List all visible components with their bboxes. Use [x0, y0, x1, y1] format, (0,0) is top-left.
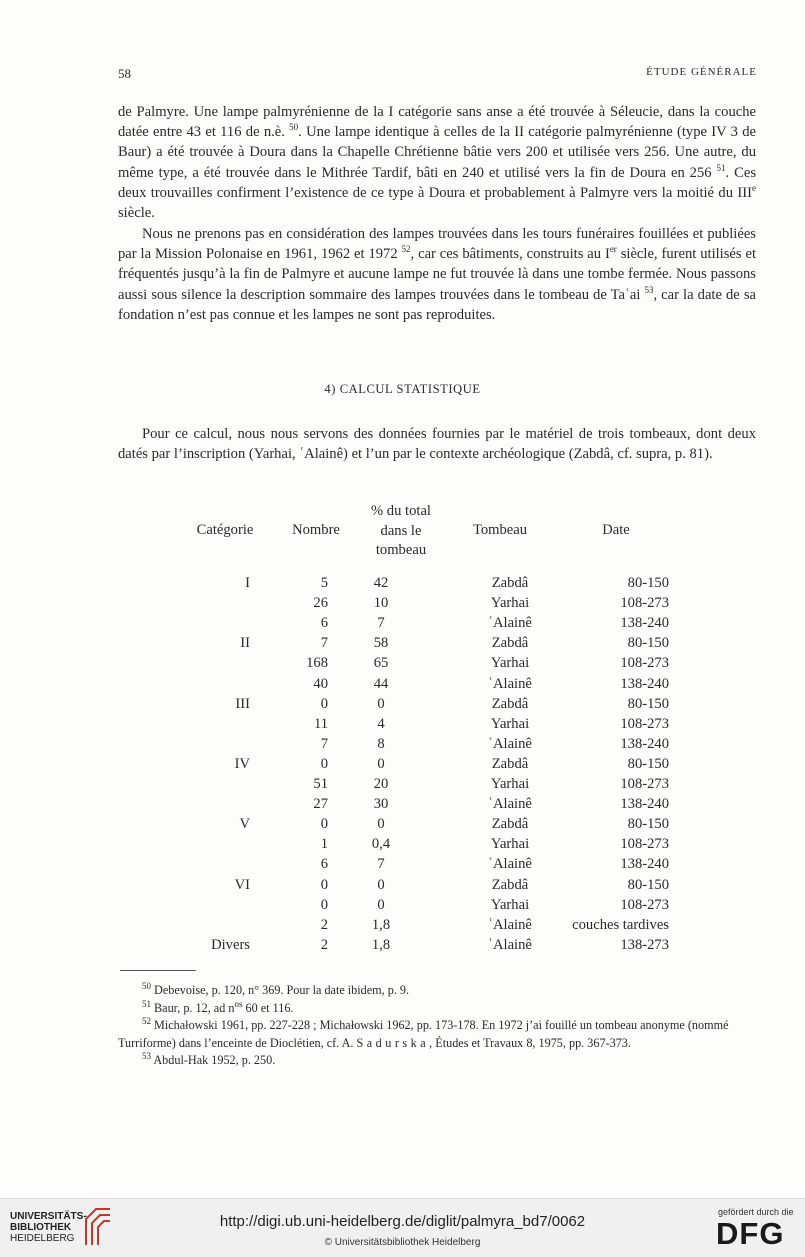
- cell-nombre: 2: [320, 936, 328, 953]
- cell-nombre: 6: [320, 856, 328, 873]
- footnote-ref-52[interactable]: 52: [401, 244, 411, 255]
- cell-pct: 1,8: [371, 916, 391, 933]
- table-row: [0, 694, 805, 714]
- table-row: [0, 754, 805, 774]
- cell-date: 80-150: [627, 816, 669, 833]
- cell-tombeau: Zabdâ: [491, 635, 529, 652]
- cell-categorie: III: [235, 695, 250, 712]
- cell-tombeau: ʿAlainê: [488, 796, 532, 813]
- cell-tombeau: Yarhai: [490, 715, 530, 732]
- cell-tombeau: ʿAlainê: [488, 936, 532, 953]
- cell-pct: 0: [377, 896, 385, 913]
- permalink-url[interactable]: http://digi.ub.uni-heidelberg.de/diglit/palmyra_bd7/0062: [219, 1213, 586, 1230]
- footnote-ref-50[interactable]: 50: [289, 122, 299, 133]
- cell-pct: 42: [373, 575, 389, 591]
- cell-nombre: 0: [320, 816, 328, 833]
- cell-pct: 10: [373, 595, 389, 612]
- cell-tombeau: Zabdâ: [491, 695, 529, 712]
- university-library-logo[interactable]: UNIVERSITÄTS- BIBLIOTHEK HEIDELBERG: [10, 1211, 87, 1244]
- cell-tombeau: Yarhai: [490, 776, 530, 792]
- cell-date: 108-273: [620, 896, 669, 913]
- cell-pct: 7: [377, 856, 385, 873]
- cell-tombeau: Zabdâ: [491, 755, 529, 772]
- cell-nombre: 26: [313, 595, 328, 612]
- cell-nombre: 0: [320, 755, 328, 772]
- table-row: [0, 734, 805, 754]
- copyright-notice: © Universitätsbibliothek Heidelberg: [324, 1237, 481, 1248]
- cell-pct: 8: [377, 735, 385, 752]
- cell-date: 138-240: [620, 615, 669, 632]
- footnote-rule: [120, 970, 196, 971]
- cell-nombre: 2: [320, 916, 328, 933]
- cell-tombeau: Zabdâ: [491, 816, 529, 833]
- cell-pct: 0: [377, 695, 385, 712]
- cell-date: 138-240: [620, 856, 669, 873]
- cell-date: 80-150: [627, 876, 669, 893]
- footnote-50: $^{50}$ Debevoise, p. 120, n° 369. Pour la date ibidem, p. 9.: [142, 980, 410, 997]
- cell-nombre: 0: [320, 695, 328, 712]
- footnote-53: $^{53}$ Abdul-Hak 1952, p. 250.: [142, 1050, 276, 1067]
- table-row: [0, 814, 805, 834]
- cell-nombre: 40: [313, 675, 328, 692]
- cell-pct: 30: [373, 796, 389, 813]
- cell-nombre: 11: [313, 715, 328, 732]
- cell-date: couches tardives: [572, 916, 669, 933]
- table-row: [0, 633, 805, 653]
- paragraph-2: Nous ne prenons pas en considération des lampes trouvées dans les tours funéraires fouillées et publiées par la Mission Polonaise en 1961, 1962 et 1972 $^{52}$, car ces bâtiments, construits au Ier siècle, furent utilisés et fréquentés jusqu’à la fin de Palmyre et aucune lampe ne fut trouvée là dans une tombe fermée. Nous passons aussi sous silence la description sommaire des lampes trouvées dans le tombeau de Taʿai $^{53}$, car la date de sa fondation n’est pas connue et les lampes ne sont pas reproduites.: [118, 226, 756, 323]
- header-tombeau: Tombeau: [472, 522, 528, 538]
- cell-tombeau: Zabdâ: [491, 575, 529, 591]
- cell-nombre: 6: [320, 615, 328, 632]
- cell-pct: 0: [377, 816, 385, 833]
- header-nombre: Nombre: [292, 522, 340, 538]
- cell-nombre: 0: [320, 896, 328, 913]
- table-row: [0, 573, 805, 593]
- table-row: [0, 895, 805, 915]
- cell-nombre: 0: [320, 876, 328, 893]
- cell-tombeau: ʿAlainê: [488, 615, 532, 632]
- cell-tombeau: ʿAlainê: [488, 675, 532, 692]
- cell-date: 80-150: [627, 695, 669, 712]
- table-row: [0, 653, 805, 673]
- cell-date: 138-273: [620, 936, 669, 953]
- running-head: ÉTUDE GÉNÉRALE: [646, 66, 757, 78]
- footnotes: [118, 982, 758, 1070]
- footnote-51: $^{51}$ Baur, p. 12, ad $n^{os}$ 60 et 116.: [142, 998, 294, 1015]
- paragraph-3: Pour ce calcul, nous nous servons des données fournies par le matériel de trois tombeaux, dont deux datés par l’inscription (Yarhai, ʿAlainê) et l’un par le contexte archéologique (Zabdâ, cf. supra, p. 81).: [118, 426, 756, 463]
- dfg-logo[interactable]: DFG: [716, 1216, 785, 1251]
- cell-tombeau: ʿAlainê: [488, 735, 532, 752]
- cell-pct: 44: [373, 675, 389, 692]
- cell-tombeau: Yarhai: [490, 595, 530, 612]
- cell-pct: 1,8: [371, 936, 391, 953]
- cell-date: 108-273: [620, 655, 669, 672]
- table-row: [0, 674, 805, 694]
- table-row: [0, 854, 805, 874]
- cell-tombeau: Yarhai: [490, 655, 530, 672]
- cell-pct: 7: [377, 615, 385, 632]
- cell-pct: 0,4: [371, 836, 391, 853]
- cell-nombre: 5: [320, 575, 328, 591]
- header-pct: % du total dans le tombeau: [371, 503, 431, 558]
- cell-tombeau: Yarhai: [490, 896, 530, 913]
- cell-pct: 20: [373, 776, 389, 792]
- table-row: [0, 915, 805, 935]
- cell-categorie: Divers: [211, 936, 250, 953]
- paragraph-1: de Palmyre. Une lampe palmyrénienne de la I catégorie sans anse a été trouvée à Séleucie, dans la couche datée entre 43 et 116 de n.è. $^{50}$. Une lampe identique à celles de la II catégorie palmyrénienne (type IV 3 de Baur) a été trouvée à Doura dans la Chapelle Chrétienne bâtie vers 200 et utilisée vers 256. Une autre, du même type, a été trouvée dans le Mithrée Tardif, bâti en 240 et utilisé vers la fin de Doura en 256 $^{51}$. Ces deux trouvailles confirment l’existence de ce type à Doura et probablement à Palmyre vers la moitié du IIIe siècle.: [118, 104, 756, 222]
- cell-categorie: V: [239, 816, 250, 833]
- footnote-ref-53[interactable]: 53: [644, 284, 654, 295]
- cell-date: 138-240: [620, 796, 669, 813]
- cell-date: 80-150: [627, 635, 669, 652]
- cell-date: 138-240: [620, 675, 669, 692]
- cell-tombeau: Zabdâ: [491, 876, 529, 893]
- cell-date: 108-273: [620, 595, 669, 612]
- section-title: 4) CALCUL STATISTIQUE: [324, 382, 481, 396]
- table-row: [0, 714, 805, 734]
- dfg-funding-note: gefördert durch die: [718, 1207, 794, 1217]
- cell-date: 138-240: [620, 735, 669, 752]
- cell-tombeau: ʿAlainê: [488, 916, 532, 933]
- footnote-52: $^{52}$ Michałowski 1961, pp. 227-228 ; Michałowski 1962, pp. 173-178. En 1972 j’ai fouillé un tombeau anonyme (nommé Turriforme) dans l’enceinte de Dioclétien, cf. A. Sadurska, Études et Travaux 8, 1975, pp. 367-373.: [118, 1015, 729, 1050]
- cell-pct: 58: [373, 635, 389, 652]
- cell-nombre: 1: [320, 836, 328, 853]
- header-categorie: Catégorie: [196, 522, 254, 538]
- table-row: [0, 935, 805, 955]
- cell-nombre: 27: [313, 796, 328, 813]
- table-row: [0, 613, 805, 633]
- cell-nombre: 7: [320, 635, 328, 652]
- cell-pct: 65: [373, 655, 389, 672]
- table-row: [0, 593, 805, 613]
- cell-categorie: VI: [234, 876, 250, 893]
- cell-pct: 0: [377, 876, 385, 893]
- cell-tombeau: ʿAlainê: [488, 856, 532, 873]
- cell-date: 80-150: [627, 755, 669, 772]
- footnote-ref-51[interactable]: 51: [716, 162, 726, 173]
- table-row: [0, 794, 805, 814]
- cell-date: 80-150: [627, 575, 669, 591]
- table-row: [0, 834, 805, 854]
- cell-tombeau: Yarhai: [490, 836, 530, 853]
- cell-nombre: 168: [306, 655, 328, 672]
- table-row: [0, 774, 805, 794]
- cell-date: 108-273: [620, 836, 669, 853]
- page-number: 58: [118, 66, 131, 81]
- cell-nombre: 7: [320, 735, 328, 752]
- cell-nombre: 51: [313, 776, 328, 792]
- cell-categorie: II: [240, 635, 250, 652]
- header-date: Date: [602, 522, 630, 538]
- cell-categorie: IV: [234, 755, 250, 772]
- cell-date: 108-273: [620, 776, 669, 792]
- cell-pct: 0: [377, 755, 385, 772]
- table-row: [0, 875, 805, 895]
- footer-bar: [0, 1198, 805, 1257]
- cell-pct: 4: [377, 715, 385, 732]
- cell-categorie: I: [245, 575, 250, 591]
- cell-date: 108-273: [620, 715, 669, 732]
